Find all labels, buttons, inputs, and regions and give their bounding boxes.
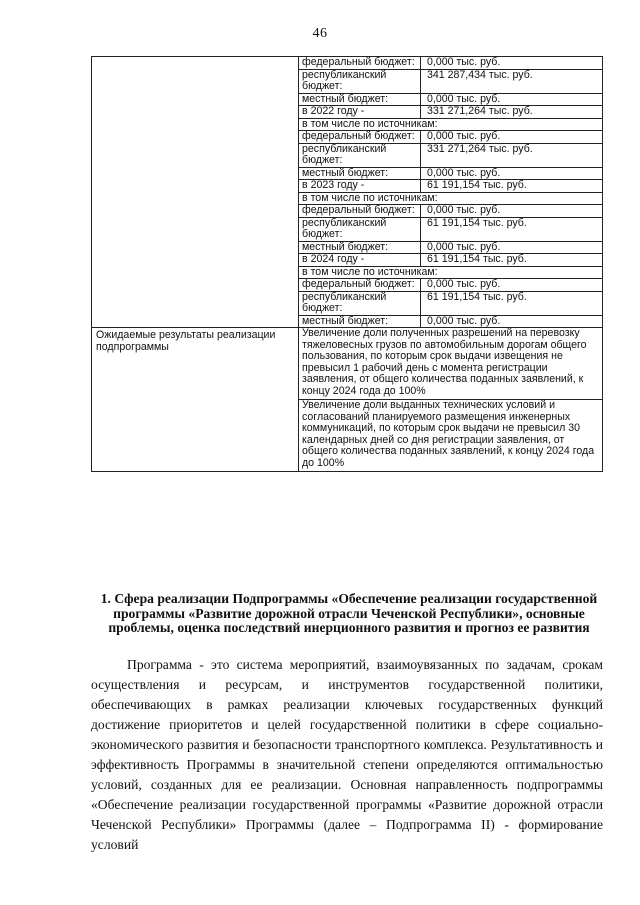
funding-row xyxy=(299,106,602,119)
funding-row xyxy=(299,70,602,94)
funding-amount: 61 191,154 тыс. руб. xyxy=(427,253,527,265)
funding-source-label: федеральный бюджет: xyxy=(299,279,421,291)
funding-row xyxy=(299,131,602,144)
funding-amount: 331 271,264 тыс. руб. xyxy=(427,105,533,117)
funding-source-label: федеральный бюджет: xyxy=(299,205,421,217)
funding-amount: 331 271,264 тыс. руб. xyxy=(427,142,533,155)
results-list xyxy=(299,328,602,471)
funding-row xyxy=(299,205,602,218)
funding-source-label: федеральный бюджет: xyxy=(299,131,421,143)
funding-section xyxy=(92,57,602,327)
funding-source-label: в 2024 году - xyxy=(299,254,421,266)
funding-row xyxy=(299,279,602,292)
funding-subheader-text: в том числе по источникам: xyxy=(302,191,438,204)
funding-row xyxy=(299,180,602,193)
budget-table xyxy=(91,56,603,472)
funding-row xyxy=(299,218,602,242)
funding-source-label: республиканский бюджет: xyxy=(299,144,421,167)
funding-amount: 341 287,434 тыс. руб. xyxy=(427,68,533,81)
funding-rows xyxy=(299,57,602,327)
funding-source-label: республиканский бюджет: xyxy=(299,218,421,241)
funding-row xyxy=(299,254,602,267)
funding-row xyxy=(299,144,602,168)
section-title: 1. Сфера реализации Подпрограммы «Обеспечение реализации государственной программы «Развитие дорожной отрасли Чеченской Республики», основные проблемы, оценка последствий инерционного развития и прогноз ее развития xyxy=(100,591,598,635)
funding-subheader-text: в том числе по источникам: xyxy=(302,265,438,278)
page-number: 46 xyxy=(312,26,328,41)
funding-amount: 0,000 тыс. руб. xyxy=(427,240,501,253)
funding-amount: 0,000 тыс. руб. xyxy=(427,204,501,216)
funding-source-label: республиканский бюджет: xyxy=(299,70,421,93)
funding-source-label: в 2023 году - xyxy=(299,180,421,192)
funding-source-label: федеральный бюджет: xyxy=(299,57,421,69)
result-item: Увеличение доли выданных технических условий и согласований планируемого размещения инженерных коммуникаций, по которым срок выдачи не превысил 30 календарных дней со дня регистрации заявления, от общего количества поданных заявлений, к концу 2024 года до 100% xyxy=(302,399,595,469)
funding-amount: 0,000 тыс. руб. xyxy=(427,166,501,179)
funding-subheader-text: в том числе по источникам: xyxy=(302,117,438,130)
funding-amount: 0,000 тыс. руб. xyxy=(427,92,501,105)
results-section xyxy=(92,327,602,471)
results-label: Ожидаемые результаты реализации подпрограммы xyxy=(92,328,299,471)
funding-row xyxy=(299,57,602,70)
funding-amount: 61 191,154 тыс. руб. xyxy=(427,179,527,191)
funding-source-label: в 2022 году - xyxy=(299,106,421,118)
body-paragraph: Программа - это система мероприятий, взаимоувязанных по задачам, срокам осуществления и ресурсам, и инструментов государственной политики, обеспечивающих в рамках реализации ключевых государственных функций достижение приоритетов и целей государственной политики в сфере социально-экономического развития и безопасности транспортного комплекса. Результативность и эффективность Программы в значительной степени определяются оптимальностью условий, созданных для ее реализации. Основная направленность подпрограммы «Обеспечение реализации государственной программы «Развитие дорожной отрасли Чеченской Республики» Программы (далее – Подпрограмма II) - формирование условий xyxy=(91,657,603,852)
funding-amount: 0,000 тыс. руб. xyxy=(427,278,501,290)
funding-amount: 61 191,154 тыс. руб. xyxy=(427,216,527,229)
funding-amount: 0,000 тыс. руб. xyxy=(427,314,501,327)
funding-source-label: местный бюджет: xyxy=(299,168,421,180)
funding-label-cell xyxy=(92,57,299,327)
funding-row xyxy=(299,292,602,316)
funding-source-label: республиканский бюджет: xyxy=(299,292,421,315)
funding-source-label: местный бюджет: xyxy=(299,242,421,254)
funding-amount: 0,000 тыс. руб. xyxy=(427,130,501,142)
funding-source-label: местный бюджет: xyxy=(299,94,421,106)
funding-amount: 61 191,154 тыс. руб. xyxy=(427,290,527,303)
result-item: Увеличение доли полученных разрешений на перевозку тяжеловесных грузов по автомобильным дорогам общего пользования, по которым срок выдачи извещения не превысил 1 рабочий день с момента регистрации заявления, от общего количества поданных заявлений, к концу 2024 года до 100% xyxy=(299,328,602,400)
funding-amount: 0,000 тыс. руб. xyxy=(427,56,501,68)
funding-row xyxy=(299,316,602,328)
funding-source-label: местный бюджет: xyxy=(299,316,421,328)
